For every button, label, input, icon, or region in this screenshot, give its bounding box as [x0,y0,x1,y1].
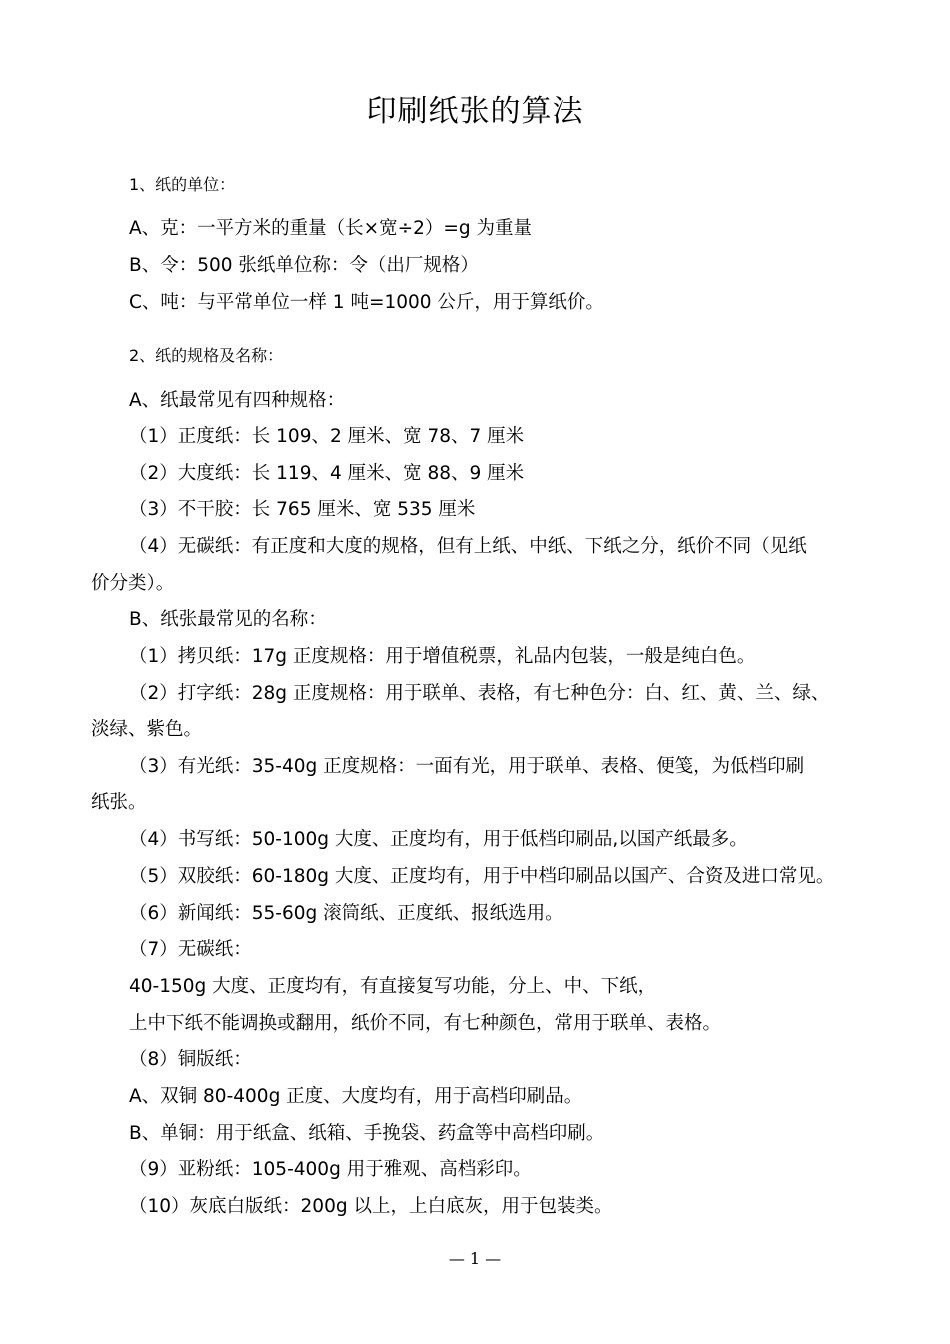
text-line: （5）双胶纸：60-180g 大度、正度均有，用于中档印刷品以国产、合资及进口常见。 [129,866,835,887]
text-line: B、令：500 张纸单位称：令（出厂规格） [129,255,479,276]
text-line: A、克：一平方米的重量（长×宽÷2）=g 为重量 [129,218,533,239]
text-line: A、纸最常见有四种规格： [129,390,346,411]
text-line: （1）拷贝纸：17g 正度规格：用于增值税票，礼品内包装，一般是纯白色。 [129,646,756,667]
text-line: 40-150g 大度、正度均有，有直接复写功能，分上、中、下纸， [129,976,657,997]
text-line-continuation: 淡绿、紫色。 [91,719,203,740]
text-line: B、纸张最常见的名称： [129,609,327,630]
text-line-continuation: 价分类）。 [91,573,175,594]
text-line: （3）有光纸：35-40g 正度规格：一面有光，用于联单、表格、便笺，为低档印刷 [129,756,805,777]
text-line-continuation: 纸张。 [91,792,147,813]
section-heading-specs: 2、纸的规格及名称： [129,346,284,365]
text-line: （7）无碳纸： [129,939,252,960]
text-line: （3）不干胶：长 765 厘米、宽 535 厘米 [129,499,476,520]
text-line: （10）灰底白版纸：200g 以上，上白底灰，用于包装类。 [129,1196,613,1217]
section-heading-units: 1、纸的单位： [129,175,236,194]
text-line: （4）无碳纸：有正度和大度的规格，但有上纸、中纸、下纸之分，纸价不同（见纸 [129,536,807,557]
page-number: — 1 — [448,1249,502,1268]
text-line: （9）亚粉纸：105-400g 用于雅观、高档彩印。 [129,1159,532,1180]
text-line: （2）大度纸：长 119、4 厘米、宽 88、9 厘米 [129,463,525,484]
text-line: （1）正度纸：长 109、2 厘米、宽 78、7 厘米 [129,426,525,447]
document-title: 印刷纸张的算法 [366,94,584,129]
text-line: （8）铜版纸： [129,1049,252,1070]
text-line: 上中下纸不能调换或翻用，纸价不同，有七种颜色，常用于联单、表格。 [129,1013,722,1034]
text-line: A、双铜 80-400g 正度、大度均有，用于高档印刷品。 [129,1086,583,1107]
text-line: （4）书写纸：50-100g 大度、正度均有，用于低档印刷品,以国产纸最多。 [129,829,748,850]
text-line: B、单铜：用于纸盒、纸箱、手挽袋、药盒等中高档印刷。 [129,1123,605,1144]
text-line: （2）打字纸：28g 正度规格：用于联单、表格，有七种色分：白、红、黄、兰、绿、 [129,683,830,704]
text-line: （6）新闻纸：55-60g 滚筒纸、正度纸、报纸选用。 [129,903,564,924]
text-line: C、吨：与平常单位一样 1 吨=1000 公斤，用于算纸价。 [129,292,604,313]
